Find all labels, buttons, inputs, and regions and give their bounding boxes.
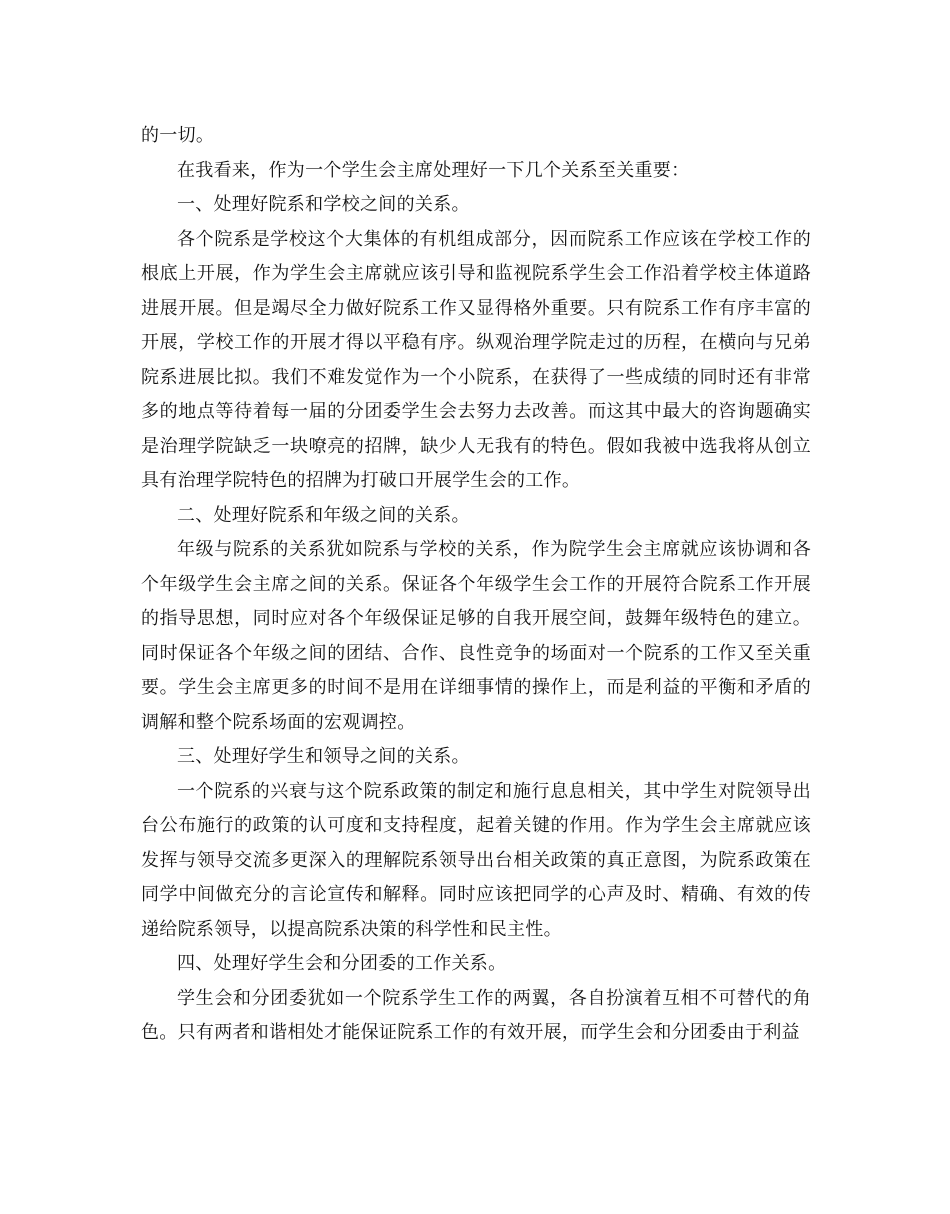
section-heading: 四、处理好学生会和分团委的工作关系。 — [177, 953, 507, 974]
paragraph: 学生会和分团委犹如一个院系学生工作的两翼，各自扮演着互相不可替代的角色。只有两者和谐相处才能保证院系工作的有效开展，而学生会和分团委由于利益 — [141, 987, 811, 1043]
section-heading: 一、处理好院系和学校之间的关系。 — [177, 194, 470, 215]
paragraph: 各个院系是学校这个大集体的有机组成部分，因而院系工作应该在学校工作的根底上开展，作为学生会主席就应该引导和监视院系学生会工作沿着学校主体道路进展开展。但是竭尽全力做好院系工作又显得格外重要。只有院系工作有序丰富的开展，学校工作的开展才得以平稳有序。纵观治理学院走过的历程，在横向与兄弟院系进展比拟。我们不难发觉作为一个小院系，在获得了一些成绩的同时还有非常多的地点等待着每一届的分团委学生会去努力去改善。而这其中最大的咨询题确实是治理学院缺乏一块嘹亮的招牌，缺少人无我有的特色。假如我被中选我将从创立具有治理学院特色的招牌为打破口开展学生会的工作。 — [141, 228, 811, 491]
paragraph: 的一切。 — [141, 125, 215, 146]
section-heading: 二、处理好院系和年级之间的关系。 — [177, 504, 470, 526]
paragraph: 一个院系的兴衰与这个院系政策的制定和施行息息相关，其中学生对院领导出台公布施行的政策的认可度和支持程度，起着关键的作用。作为学生会主席就应该发挥与领导交流多更深入的理解院系领导出台相关政策的真正意图，为院系政策在同学中间做充分的言论宣传和解释。同时应该把同学的心声及时、精确、有效的传递给院系领导，以提高院系决策的科学性和民主性。 — [141, 780, 811, 940]
paragraph: 在我看来，作为一个学生会主席处理好一下几个关系至关重要： — [177, 159, 690, 181]
paragraph: 年级与院系的关系犹如院系与学校的关系，作为院学生会主席就应该协调和各个年级学生会主席之间的关系。保证各个年级学生会工作的开展符合院系工作开展的指导思想，同时应对各个年级保证足够的自我开展空间，鼓舞年级特色的建立。同时保证各个年级之间的团结、合作、良性竞争的场面对一个院系的工作又至关重要。学生会主席更多的时间不是用在详细事情的操作上，而是利益的平衡和矛盾的调解和整个院系场面的宏观调控。 — [141, 539, 811, 733]
section-heading: 三、处理好学生和领导之间的关系。 — [177, 746, 470, 767]
document-body — [141, 119, 811, 1051]
